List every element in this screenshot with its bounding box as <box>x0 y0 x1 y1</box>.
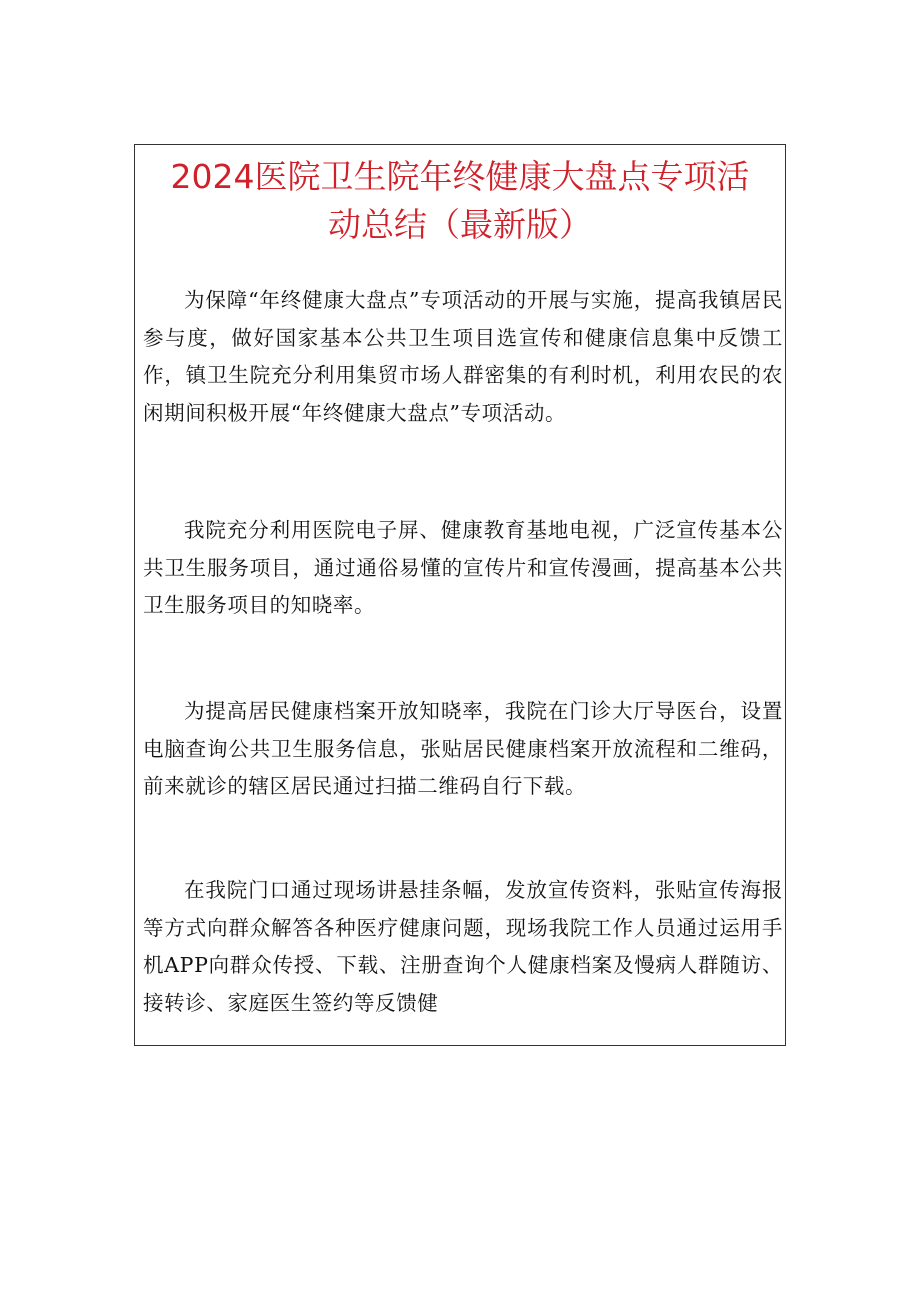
paragraph-3: 为提高居民健康档案开放知晓率，我院在门诊大厅导医台，设置电脑查询公共卫生服务信息，张贴居民健康档案开放流程和二维码，前来就诊的辖区居民通过扫描二维码自行下载。 <box>143 699 783 798</box>
document-frame <box>134 144 786 1046</box>
paragraph-1: 为保障“年终健康大盘点”专项活动的开展与实施，提高我镇居民参与度，做好国家基本公共卫生项目选宣传和健康信息集中反馈工作，镇卫生院充分利用集贸市场人群密集的有利时机，利用农民的农闲期间积极开展“年终健康大盘点”专项活动。 <box>143 288 783 425</box>
paragraph-4: 在我院门口通过现场讲悬挂条幅，发放宣传资料，张贴宣传海报等方式向群众解答各种医疗健康问题，现场我院工作人员通过运用手机APP向群众传授、下载、注册查询个人健康档案及慢病人群随访、接转诊、家庭医生签约等反馈健 <box>143 878 783 1015</box>
document-title <box>135 153 785 249</box>
document-title-line-1: 2024医院卫生院年终健康大盘点专项活 <box>170 157 750 196</box>
document-title-line-2: 动总结（最新版） <box>328 205 592 244</box>
paragraph-2: 我院充分利用医院电子屏、健康教育基地电视，广泛宣传基本公共卫生服务项目，通过通俗易懂的宣传片和宣传漫画，提高基本公共卫生服务项目的知晓率。 <box>143 518 783 617</box>
